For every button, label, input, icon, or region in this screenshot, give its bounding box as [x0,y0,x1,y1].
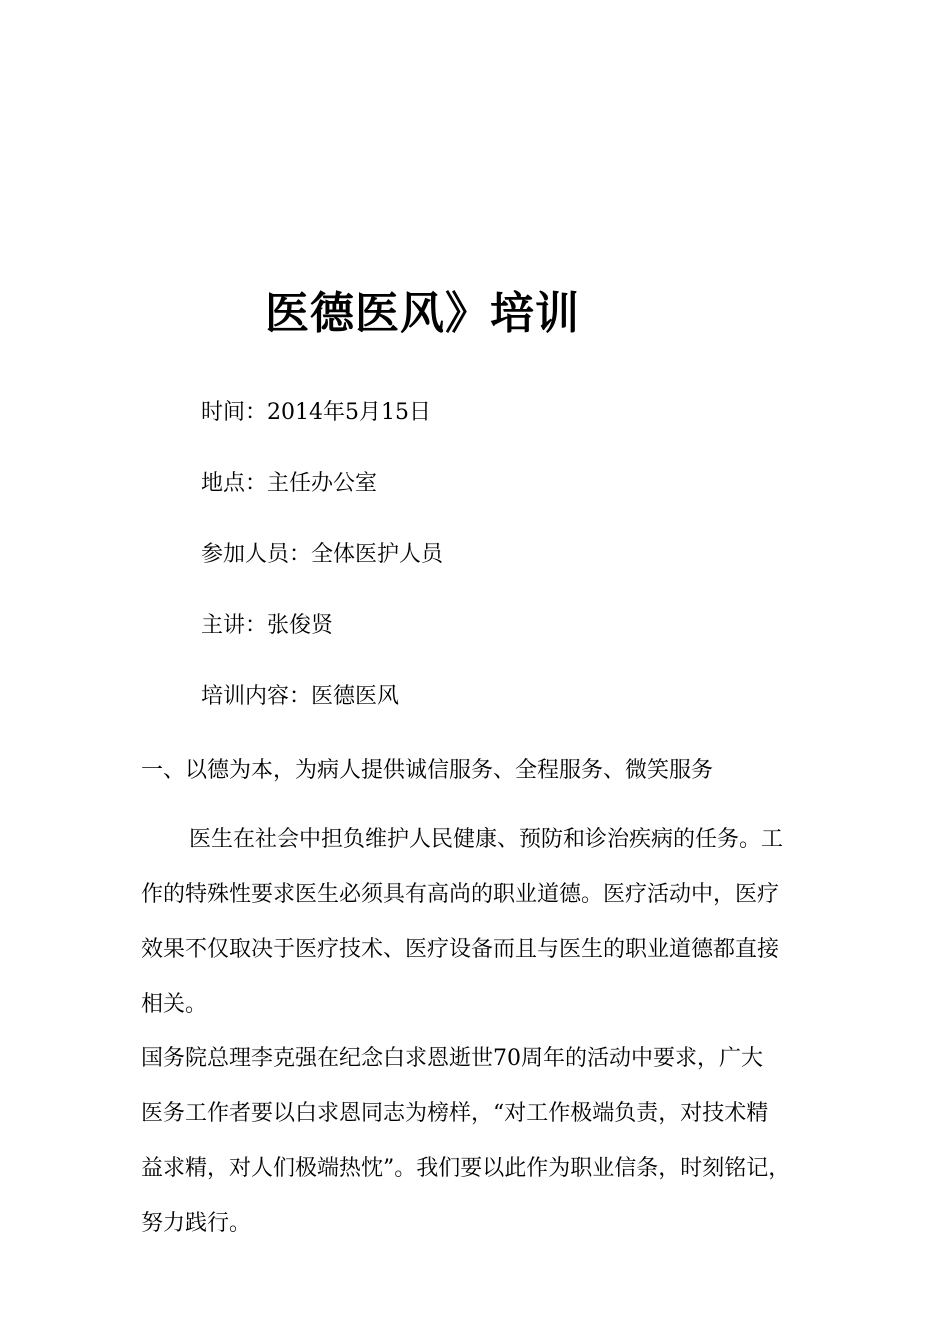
meta-place: 地点：主任办公室 [201,471,378,496]
paragraph-1 [141,812,831,1032]
meta-attendees: 参加人员：全体医护人员 [201,542,444,567]
paragraph-2-line: 国务院总理李克强在纪念白求恩逝世70周年的活动中要求，广大 [141,1046,763,1071]
meta-time: 时间：2014年5月15日 [201,400,431,425]
section-heading: 一、以德为本，为病人提供诚信服务、全程服务、微笑服务 [141,758,714,783]
meta-content: 培训内容：医德医风 [201,684,400,709]
paragraph-1-line: 作的特殊性要求医生必须具有高尚的职业道德。医疗活动中，医疗 [141,882,780,907]
meta-speaker: 主讲：张俊贤 [201,613,334,638]
document-title: 医德医风》培训 [265,288,580,339]
paragraph-2-line: 医务工作者要以白求恩同志为榜样，“对工作极端负责，对技术精 [141,1101,769,1126]
paragraph-2-line: 益求精，对人们极端热忱”。我们要以此作为职业信条，时刻铭记， [141,1156,791,1181]
paragraph-1-line: 相关。 [141,992,208,1017]
paragraph-2-line: 努力践行。 [141,1211,252,1236]
paragraph-2 [141,1031,831,1251]
paragraph-1-line: 医生在社会中担负维护人民健康、预防和诊治疾病的任务。工 [189,827,784,852]
paragraph-1-line: 效果不仅取决于医疗技术、医疗设备而且与医生的职业道德都直接 [141,937,780,962]
